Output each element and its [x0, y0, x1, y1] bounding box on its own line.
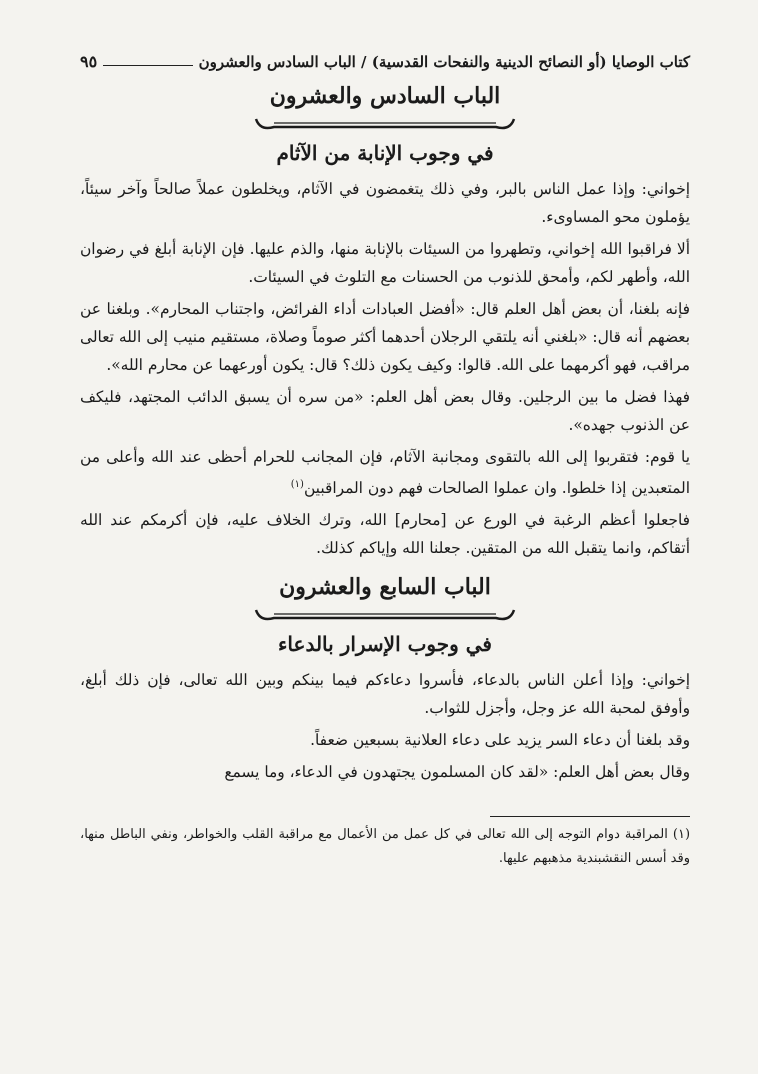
footnote [80, 823, 690, 871]
chapter-26-heading [80, 81, 690, 133]
paragraph-with-footnote [80, 443, 690, 502]
chapter-title: الباب السابع والعشرون [279, 574, 491, 601]
book-page [80, 52, 690, 871]
paragraph: فهذا فضل ما بين الرجلين. وقال بعض أهل العلم: «من سره أن يسبق الدائب المجتهد، فليكف عن الذنوب جهده». [80, 388, 690, 434]
paragraph: فإنه بلغنا، أن بعض أهل العلم قال: «أفضل العبادات أداء الفرائض، واجتناب المحارم». وبلغنا عن بعضهم أنه قال: «بلغني أنه يلتقي الرجلان أحدهما أكثر صوماً وصلاة، مستقيم منيب إلى الله تعالى مراقب، فهو أكرمهما على الله. قالوا: وكيف يكون ذلك؟ قال: يكون أورعهما عن محارم الله». [80, 300, 691, 374]
chapter-27-heading [80, 572, 690, 624]
paragraph: ألا فراقبوا الله إخواني، وتطهروا من السيئات بالإنابة منها، والذم عليها. فإن الإنابة أبلغ في رضوان الله، وأطهر لكم، وأمحق للذنوب من الحسنات مع التلوث في السيئات. [80, 240, 690, 286]
section-title: في وجوب الإنابة من الآثام [276, 141, 494, 165]
paragraph: فاجعلوا أعظم الرغبة في الورع عن [محارم] الله، وترك الخلاف عليه، فإن أكرمكم عند الله أتقاكم، وانما يتقبل الله من المتقين. جعلنا الله وإياكم كذلك. [80, 511, 690, 558]
footnote-marker[interactable]: (١) [290, 479, 304, 490]
running-head-rule [103, 57, 192, 66]
paragraph-text: يا قوم: فتقربوا إلى الله بالتقوى ومجانبة الآثام، فإن المجانب للحرام أحظى عند الله وأعلى من المتعبدين إذا خلطوا. وان عملوا الصالحات فهم دون المراقبين [80, 448, 690, 498]
paragraph: إخواني: وإذا أعلن الناس بالدعاء، فأسروا دعاءكم فيما بينكم وبين الله تعالى، فإن ذلك أبلغ، وأوفق لمحبة الله عز وجل، وأجزل للثواب. [80, 671, 690, 718]
section-title: في وجوب الإسرار بالدعاء [278, 632, 492, 657]
page-number: ٩٥ [80, 52, 98, 71]
chapter-title: الباب السادس والعشرون [269, 83, 501, 109]
footnote-text: المراقبة دوام التوجه إلى الله تعالى في كل عمل من الأعمال مع مراقبة القلب والخواطر، ونفي الباطل منها، وقد أسس النقشبندية مذهبهم عليها. [80, 827, 690, 867]
running-head-title: كتاب الوصايا (أو النصائح الدينية والنفحات القدسية) / الباب السادس والعشرون [198, 52, 690, 71]
paragraph: إخواني: وإذا عمل الناس بالبر، وفي ذلك يتغمضون في الآثام، ويخلطون عملاً صالحاً وآخر سيئاً، يؤملون محو المساوىء. [80, 180, 690, 226]
footnote-number: (١) [672, 827, 691, 843]
running-head [80, 52, 690, 71]
paragraph: وقد بلغنا أن دعاء السر يزيد على دعاء العلانية بسبعين ضعفاً. [310, 731, 690, 750]
chapter-ornament [250, 602, 520, 624]
footnote-rule [490, 816, 690, 817]
paragraph: وقال بعض أهل العلم: «لقد كان المسلمون يجتهدون في الدعاء، وما يسمع [224, 763, 690, 782]
chapter-ornament [250, 111, 520, 133]
